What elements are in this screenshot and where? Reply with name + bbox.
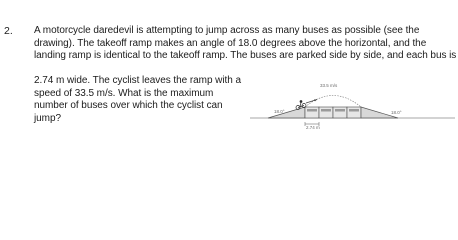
problem-line: drawing). The takeoff ramp makes an angle of 18.0 degrees above the horizontal, and the: [34, 37, 427, 49]
trajectory-path: [305, 96, 361, 108]
takeoff-angle-label: 18.0°: [274, 109, 285, 114]
bus: [319, 107, 333, 118]
problem-line: 2.74 m wide. The cyclist leaves the ramp with a: [34, 75, 242, 86]
landing-angle-label: 18.0°: [391, 110, 402, 115]
problem-line: number of buses over which the cyclist can: [34, 100, 223, 112]
problem-text-top: [34, 25, 456, 63]
bus: [333, 107, 347, 118]
problem-line: jump?: [34, 112, 61, 124]
problem-line: landing ramp is identical to the takeoff ramp. The buses are parked side by side, and each bus is: [34, 50, 457, 62]
jump-drawing: [250, 74, 456, 130]
bus: [305, 107, 319, 118]
jump-diagram: [250, 74, 456, 130]
problem-line: A motorcycle daredevil is attempting to jump across as many buses as possible (see the: [34, 25, 420, 36]
speed-label: 33.5 m/s: [320, 83, 338, 88]
problem-text-wrapped: [34, 75, 244, 125]
problem-number: 2.: [4, 25, 13, 37]
problem-line: speed of 33.5 m/s. What is the maximum: [34, 87, 214, 99]
bus: [347, 107, 361, 118]
bus-width-label: 2.74 m: [306, 125, 320, 130]
